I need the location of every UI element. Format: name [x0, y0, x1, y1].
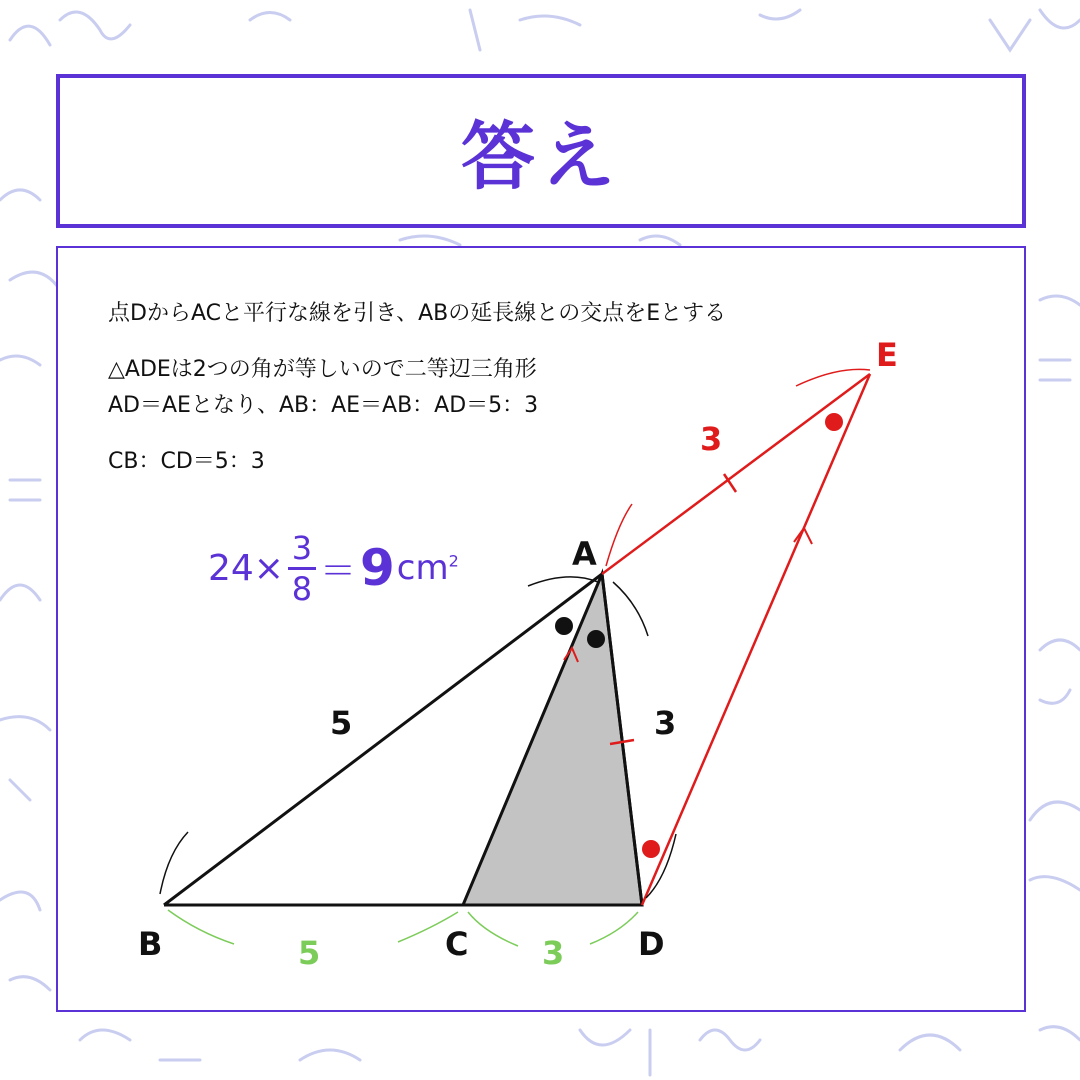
explanation-line-4: CB：CD＝5：3: [108, 449, 265, 474]
length-label-cd: 3: [542, 934, 565, 972]
shaded-triangle-acd: [463, 574, 642, 905]
angle-dot-bac-2: [587, 630, 605, 648]
point-label-c: C: [445, 925, 469, 963]
segment-ae: [602, 374, 870, 574]
length-arc-cd-right: [590, 912, 638, 944]
unit-superscript: 2: [448, 551, 459, 571]
angle-arc-b: [160, 832, 188, 894]
point-label-a: A: [572, 535, 597, 573]
length-label-ad: 3: [654, 704, 677, 742]
angle-dot-d: [642, 840, 660, 858]
formula-equals: ＝: [319, 550, 356, 592]
point-label-d: D: [638, 925, 665, 963]
angle-arc-a-top: [606, 504, 632, 566]
length-arc-cd-left: [468, 912, 518, 946]
angle-dot-e: [825, 413, 843, 431]
page-title: 答え: [461, 114, 621, 200]
explanation-line-2: △ADEは2つの角が等しいので二等辺三角形: [108, 357, 537, 382]
length-label-ae: 3: [700, 420, 723, 458]
length-label-bc: 5: [298, 934, 321, 972]
geometry-diagram: [58, 248, 1024, 1010]
length-arc-bc-left: [168, 910, 234, 944]
point-label-b: B: [138, 925, 163, 963]
title-box: [56, 74, 1026, 228]
angle-dot-bac-1: [555, 617, 573, 635]
explanation-line-1: 点DからACと平行な線を引き、ABの延長線との交点をEとする: [108, 301, 727, 326]
segment-de: [642, 374, 870, 905]
point-label-e: E: [876, 336, 898, 374]
unit-text: cm: [396, 548, 449, 588]
formula-result: 9: [360, 539, 395, 597]
explanation-line-3: AD＝AEとなり、AB：AE＝AB：AD＝5：3: [108, 393, 539, 418]
angle-arc-a-right: [613, 582, 648, 636]
content-box: [56, 246, 1026, 1012]
length-label-ab: 5: [330, 704, 353, 742]
formula-base: 24×: [208, 547, 284, 589]
formula-numerator: 3: [291, 528, 313, 567]
formula-denominator: 8: [291, 569, 313, 608]
